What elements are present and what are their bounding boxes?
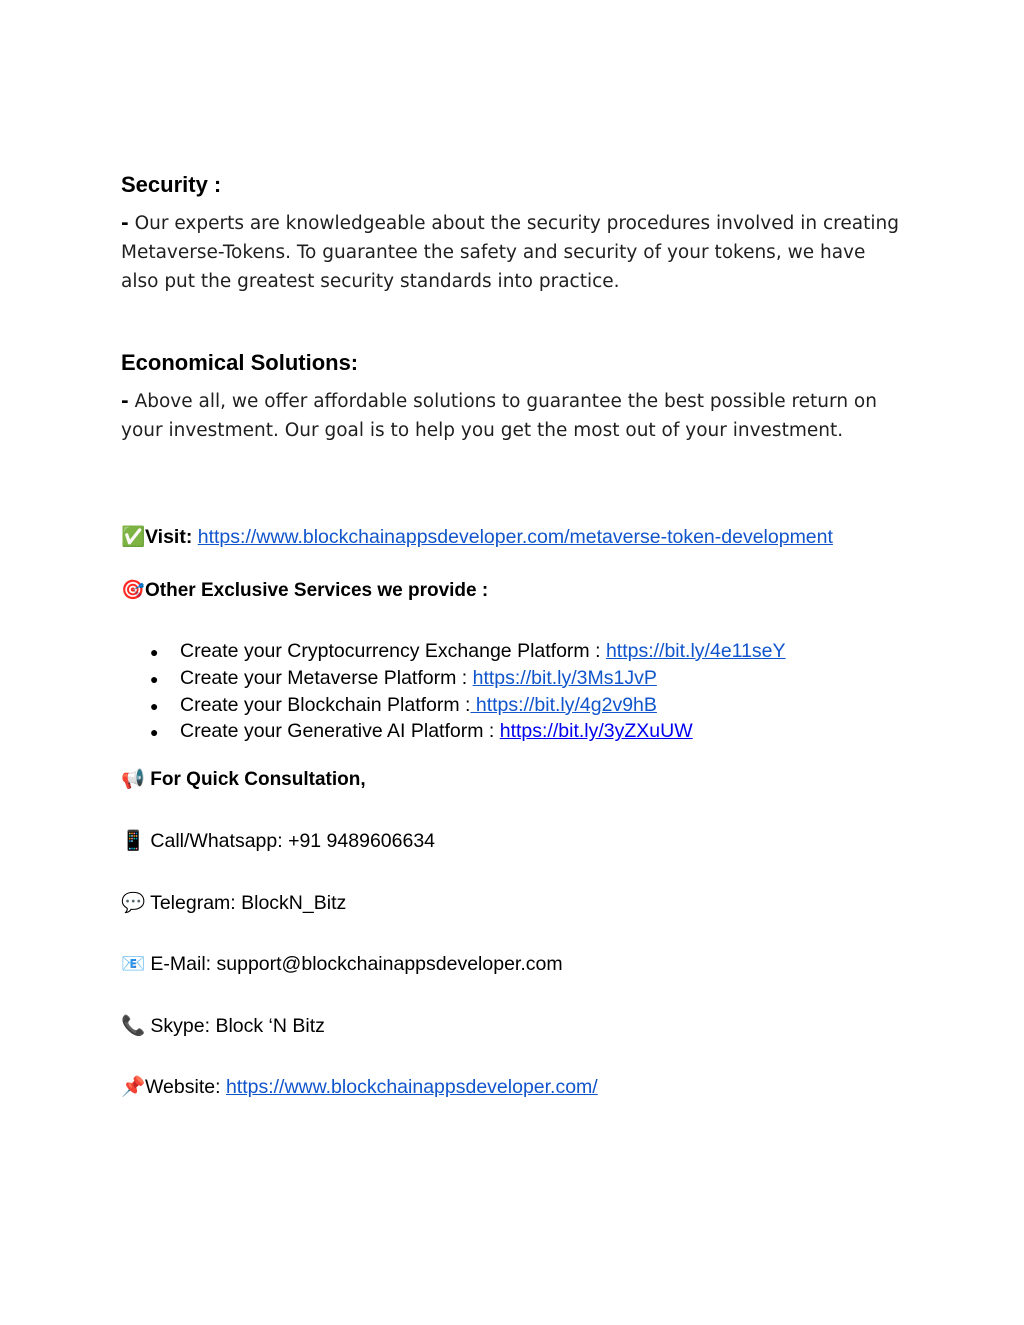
- telegram-line: [121, 891, 346, 915]
- service-link-blockchain[interactable]: https://bit.ly/4g2v9hB: [470, 693, 657, 716]
- security-paragraph: [121, 209, 901, 296]
- mobile-phone-icon: 📱: [121, 829, 146, 852]
- security-text: Our experts are knowledgeable about the security procedures involved in creating Metaverse-Tokens. To guarantee the safety and security of your tokens, we have also put the greatest security standards into practice.: [121, 213, 899, 292]
- phone-line: [121, 829, 435, 853]
- email-line: [121, 952, 563, 976]
- economical-text: Above all, we offer affordable solutions to guarantee the best possible return on your investment. Our goal is to help you get the most out of your investment.: [121, 391, 877, 441]
- dash: -: [121, 213, 129, 234]
- website-label: Website:: [145, 1076, 226, 1098]
- list-item: [150, 718, 786, 745]
- website-line: [121, 1075, 598, 1099]
- consultation-line: [121, 767, 366, 791]
- visit-label: Visit:: [145, 526, 193, 548]
- service-link-metaverse[interactable]: https://bit.ly/3Ms1JvP: [472, 666, 657, 689]
- services-heading: Other Exclusive Services we provide :: [145, 580, 489, 601]
- target-icon: 🎯: [121, 579, 145, 601]
- list-item: [150, 692, 786, 719]
- pushpin-icon: 📌: [121, 1075, 146, 1098]
- bullet-icon: ●: [150, 644, 159, 660]
- megaphone-icon: 📢: [121, 768, 145, 790]
- bullet-icon: ●: [150, 724, 159, 741]
- list-item: [150, 665, 786, 692]
- bullet-icon: ●: [150, 670, 159, 687]
- telegram-text: Telegram: BlockN_Bitz: [150, 892, 347, 914]
- skype-line: [121, 1014, 325, 1038]
- service-text: Create your Metaverse Platform :: [180, 666, 473, 689]
- email-text: E-Mail: support@blockchainappsdeveloper.com: [150, 953, 563, 975]
- services-heading-line: [121, 578, 488, 602]
- website-link[interactable]: https://www.blockchainappsdeveloper.com/: [225, 1076, 598, 1098]
- check-mark-icon: ✅: [121, 525, 146, 548]
- dash: -: [121, 391, 129, 412]
- service-text: Create your Blockchain Platform :: [180, 693, 471, 716]
- visit-line: [121, 525, 833, 549]
- phone-text: Call/Whatsapp: +91 9489606634: [150, 830, 436, 852]
- service-text: Create your Cryptocurrency Exchange Platform :: [180, 640, 606, 662]
- bullet-icon: ●: [150, 697, 159, 714]
- consultation-heading: For Quick Consultation,: [150, 769, 366, 790]
- service-text: Create your Generative AI Platform :: [180, 720, 500, 743]
- economical-heading: Economical Solutions:: [121, 350, 359, 375]
- telephone-icon: 📞: [121, 1014, 146, 1037]
- services-list: [150, 638, 786, 745]
- security-heading: Security :: [121, 172, 222, 197]
- speech-bubble-icon: 💬: [121, 891, 146, 914]
- email-icon: 📧: [121, 952, 146, 975]
- economical-paragraph: [121, 387, 901, 445]
- service-link-crypto-exchange[interactable]: https://bit.ly/4e11seY: [605, 640, 786, 662]
- list-item: [150, 638, 786, 665]
- visit-link[interactable]: https://www.blockchainappsdeveloper.com/metaverse-token-development: [197, 526, 833, 548]
- skype-text: Skype: Block ‘N Bitz: [150, 1015, 325, 1037]
- service-link-generative-ai[interactable]: https://bit.ly/3yZXuUW: [499, 720, 693, 743]
